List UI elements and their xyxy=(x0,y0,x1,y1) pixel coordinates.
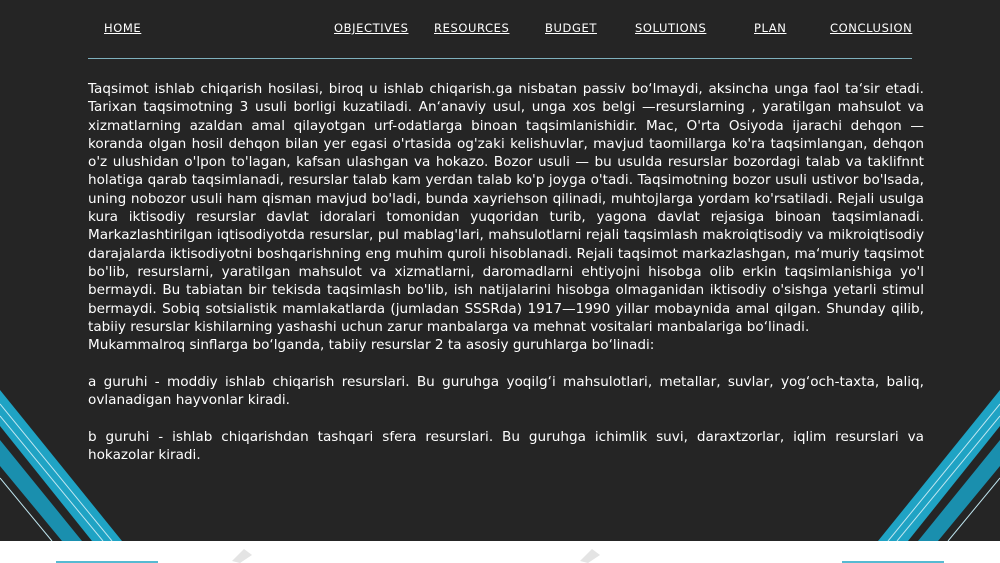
paragraph-group-b: b guruhi - ishlab chiqarishdan tashqari sfera resurslari. Bu guruhga ichimlik suvi, daraxtzorlar, iqlim resurslari va hokazolar kiradi. xyxy=(88,428,924,463)
nav-link-objectives[interactable]: OBJECTIVES xyxy=(334,21,409,35)
nav-link-solutions[interactable]: SOLUTIONS xyxy=(635,21,707,35)
paragraph-spacer xyxy=(88,354,924,372)
nav-link-conclusion[interactable]: CONCLUSION xyxy=(830,21,913,35)
paragraph-spacer xyxy=(88,409,924,427)
nav-link-home[interactable]: HOME xyxy=(104,21,142,35)
nav-link-resources[interactable]: RESOURCES xyxy=(434,21,510,35)
paragraph-intro: Mukammalroq sinflarga bo‘lganda, tabiiy resurslar 2 ta asosiy guruhlarga bo‘linadi: xyxy=(88,337,655,354)
paragraph-main: Taqsimot ishlab chiqarish hosilasi, biroq u ishlab chiqarish.ga nisbatan passiv bo‘lmaydi, aksincha unga faol ta‘sir etadi. Tarixan taqsimotning 3 usuli borligi kuzatiladi. An‘anaviy usul, unga xos belgi —resurslarning , yaratilgan mahsulot va xizmatlarning azaldan amal qilayotgan urf-odatlarga binoan taqsimlanishidir. Mac, O'rta Osiyoda ijarachi dehqon — koranda olgan hosil dehqon bilan yer egasi o'rtasida og'zaki kelishuvlar, mavjud taomillarga ko'ra taqsimlangan, dehqon o'z ulushidan o'lpon to'lagan, kafsan ulashgan va hokazo. Bozor usuli — bu usulda resurslar bozordagi talab va taklifnnt holatiga qarab taqsimlanadi, resurslar talab kam yerdan talab ko'p joyga o'tadi. Taqsimotning bozor usuli ustivor bo'lsada, uning nobozor usuli ham qisman mavjud bo'ladi, bunda xayriehson qilinadi, muhtojlarga yordam ko'rsatiladi. Rejali usulga kura iktisodiy resurslar davlat idoralari tomonidan yuqoridan turib, yagona davlat rejasiga binoan taqsimlanadi. Markazlashtirilgan iqtisodiyotda resurslar, pul mablag'lari, mahsulotlarni rejali taqsimlash makroiqtisodiy va mikroiqtisodiy darajalarda iktisodiyotni boshqarishning eng muhim quroli hisoblanadi. Rejali taqsimot markazlashgan, ma‘muriy taqsimot bo'lib, resurslarni, yaratilgan mahsulot va xizmatlarni, daromadlarni ehtiyojni hisobga olib erkin taqsimlanishiga yo'l bermaydi. Bu tabiatan bir tekisda taqsimlash bo'lib, ish natijalarini hisobga olmaganidan iktisodiy o'sishga yetarli stimul bermaydi. Sobiq sotsialistik mamlakatlarda (jumladan SSSRda) 1917—1990 yillar mobaynida amal qilgan. Shunday qilib, tabiiy resurslar kishilarning yashashi uchun zarur manbalarga va mehnat vositalari manbalariga bo‘linadi. xyxy=(88,81,924,335)
top-navigation xyxy=(88,0,912,59)
text-content xyxy=(88,80,924,464)
paragraph-group-a: a guruhi - moddiy ishlab chiqarish resurslari. Bu guruhga yoqilg‘i mahsulotlari, metallar, suvlar, yog‘och-taxta, baliq, ovlanadigan hayvonlar kiradi. xyxy=(88,373,924,409)
nav-link-budget[interactable]: BUDGET xyxy=(545,21,597,35)
next-slide-preview xyxy=(0,541,1000,563)
next-slide-strip xyxy=(0,541,1000,563)
nav-link-plan[interactable]: PLAN xyxy=(754,21,787,35)
